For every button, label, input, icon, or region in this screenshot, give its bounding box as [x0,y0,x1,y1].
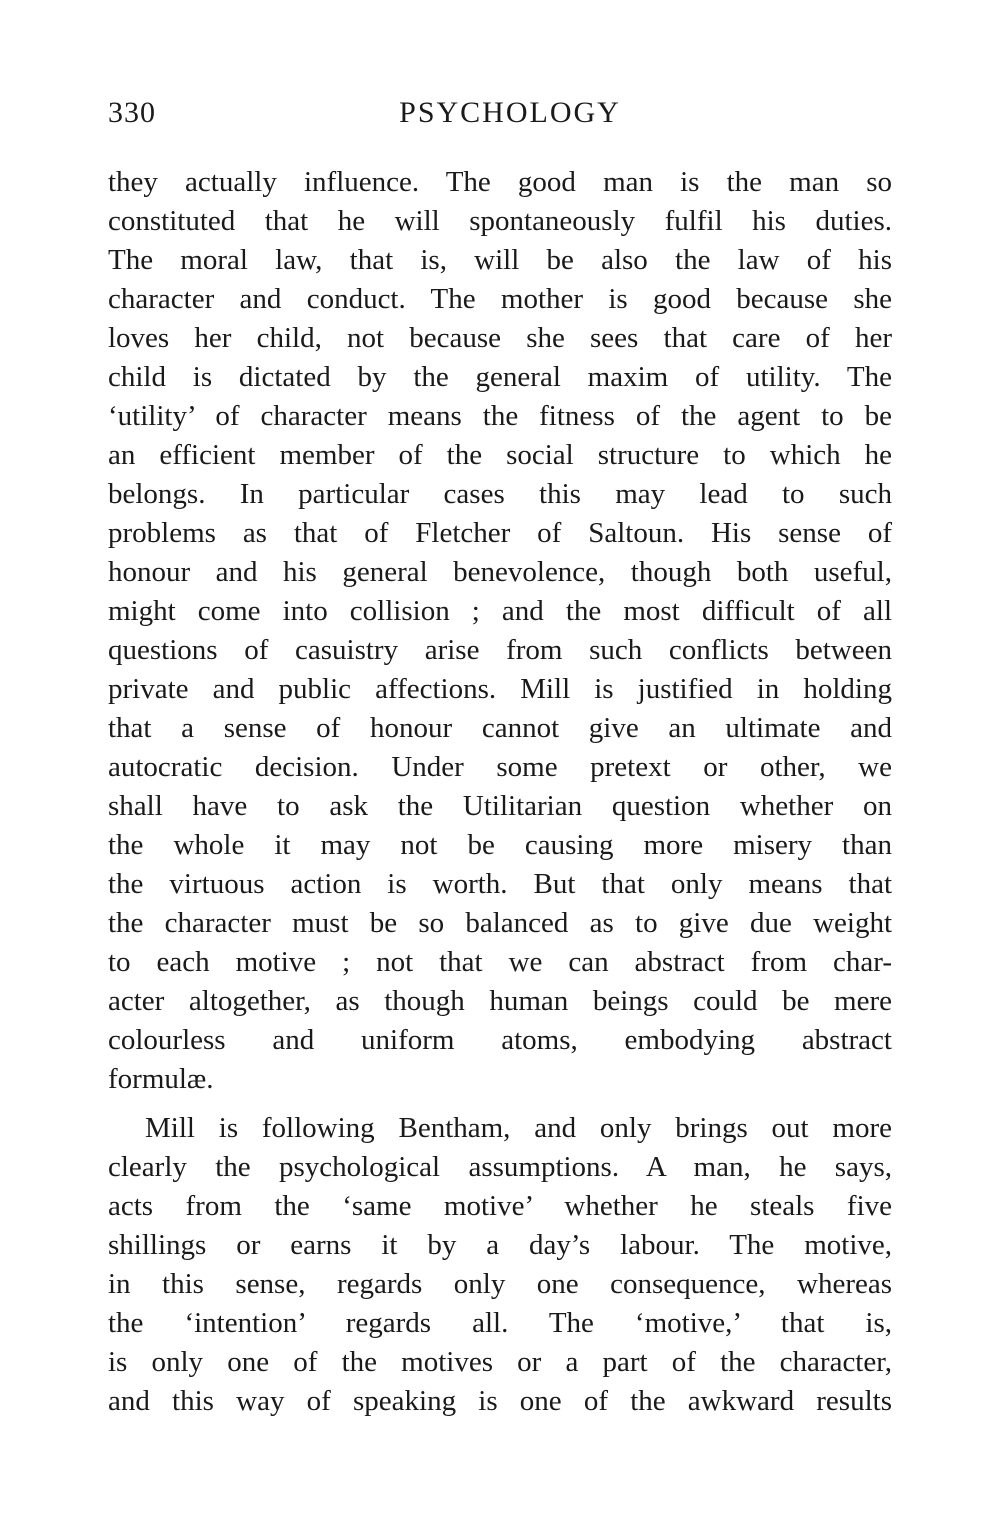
text-line: the character must be so balanced as to give due weight [108,907,892,939]
text-line: questions of casuistry arise from such conflicts between [108,634,892,666]
text-line: clearly the psychological assumptions. A man, he says, [108,1151,892,1183]
text-line: acts from the ‘same motive’ whether he steals five [108,1190,892,1222]
text-line: belongs. In particular cases this may lead to such [108,478,892,510]
text-line: an efficient member of the social structure to which he [108,439,892,471]
text-line: the virtuous action is worth. But that only means that [108,868,892,900]
running-head: PSYCHOLOGY [399,96,621,129]
text-line: they actually influence. The good man is the man so [108,166,892,198]
text-line: the ‘intention’ regards all. The ‘motive,’ that is, [108,1307,892,1339]
text-line: the whole it may not be causing more misery than [108,829,892,861]
text-line: The moral law, that is, will be also the law of his [108,244,892,276]
text-line: constituted that he will spontaneously fulfil his duties. [108,205,892,237]
text-line: problems as that of Fletcher of Saltoun. His sense of [108,517,892,549]
text-line: shall have to ask the Utilitarian question whether on [108,790,892,822]
text-line: Mill is following Bentham, and only brings out more [145,1112,892,1144]
text-line: honour and his general benevolence, though both useful, [108,556,892,588]
paragraph-2 [108,1109,892,1421]
text-line: formulæ. [108,1063,214,1095]
text-line: private and public affections. Mill is justified in holding [108,673,892,705]
text-line: colourless and uniform atoms, embodying abstract [108,1024,892,1056]
text-line: shillings or earns it by a day’s labour. The motive, [108,1229,892,1261]
text-line: that a sense of honour cannot give an ultimate and [108,712,892,744]
text-line: child is dictated by the general maxim of utility. The [108,361,892,393]
text-line: is only one of the motives or a part of the character, [108,1346,892,1378]
text-line: autocratic decision. Under some pretext or other, we [108,751,892,783]
text-line: and this way of speaking is one of the awkward results [108,1385,892,1417]
page-number: 330 [108,96,156,129]
text-line: character and conduct. The mother is good because she [108,283,892,315]
page-header [108,96,892,146]
text-line: acter altogether, as though human beings could be mere [108,985,892,1017]
text-line: loves her child, not because she sees that care of her [108,322,892,354]
body-text [108,163,892,1421]
paragraph-1 [108,163,892,1099]
text-line: in this sense, regards only one consequence, whereas [108,1268,892,1300]
text-line: to each motive ; not that we can abstract from char- [108,946,892,978]
text-line: ‘utility’ of character means the fitness of the agent to be [108,400,892,432]
text-line: might come into collision ; and the most difficult of all [108,595,892,627]
